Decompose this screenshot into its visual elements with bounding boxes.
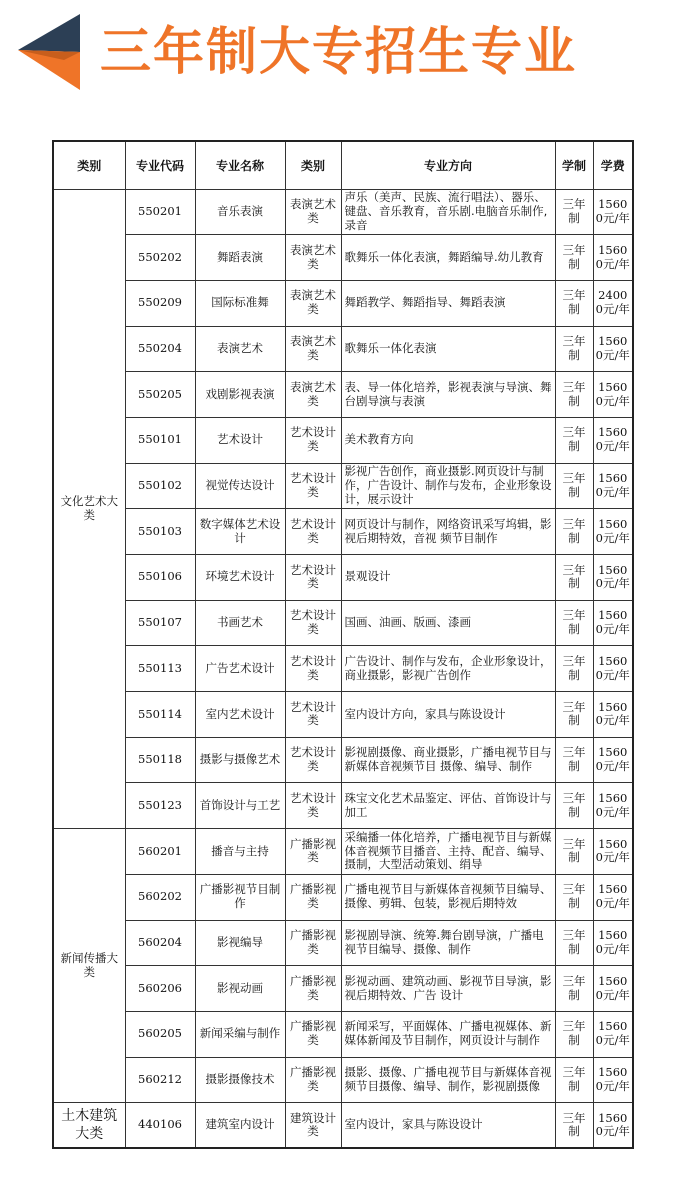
major-type-cell: 艺术设计类 (285, 646, 341, 692)
tuition-fee-cell: 15600元/年 (593, 692, 633, 738)
major-direction-cell: 网页设计与制作，网络资讯采写坞辑，影视后期特效，音视 频节目制作 (341, 509, 555, 555)
table-header-row (53, 141, 633, 189)
table-row (53, 417, 633, 463)
tuition-fee-cell: 15600元/年 (593, 509, 633, 555)
study-years-cell: 三年制 (555, 372, 593, 418)
major-name-cell: 室内艺术设计 (195, 692, 285, 738)
major-code-cell: 560205 (125, 1011, 195, 1057)
tuition-fee-cell: 15600元/年 (593, 600, 633, 646)
study-years-cell: 三年制 (555, 737, 593, 783)
study-years-cell: 三年制 (555, 417, 593, 463)
major-name-cell: 影视动画 (195, 966, 285, 1012)
tuition-fee-cell: 15600元/年 (593, 189, 633, 235)
major-type-cell: 表演艺术类 (285, 372, 341, 418)
major-code-cell: 550209 (125, 280, 195, 326)
major-type-cell: 艺术设计类 (285, 509, 341, 555)
header-category: 类别 (53, 141, 125, 189)
major-name-cell: 首饰设计与工艺 (195, 783, 285, 829)
tuition-fee-cell: 15600元/年 (593, 1103, 633, 1149)
header-direction: 专业方向 (341, 141, 555, 189)
major-code-cell: 550202 (125, 235, 195, 281)
table-row (53, 189, 633, 235)
major-direction-cell: 影视剧摄像、商业摄影，广播电视节目与新媒体音视频节目 摄像、编导、制作 (341, 737, 555, 783)
study-years-cell: 三年制 (555, 509, 593, 555)
page-header (0, 0, 680, 104)
major-name-cell: 环境艺术设计 (195, 555, 285, 601)
major-code-cell: 550103 (125, 509, 195, 555)
major-code-cell: 550106 (125, 555, 195, 601)
study-years-cell: 三年制 (555, 463, 593, 509)
table-row (53, 372, 633, 418)
major-direction-cell: 摄影、摄像、广播电视节目与新媒体音视频节目摄像、编导、制作，影视剧摄像 (341, 1057, 555, 1103)
major-type-cell: 艺术设计类 (285, 737, 341, 783)
tuition-fee-cell: 15600元/年 (593, 463, 633, 509)
table-row (53, 509, 633, 555)
major-name-cell: 音乐表演 (195, 189, 285, 235)
tuition-fee-cell: 15600元/年 (593, 874, 633, 920)
major-name-cell: 影视编导 (195, 920, 285, 966)
header-fee: 学费 (593, 141, 633, 189)
page-title: 三年制大专招生专业 (100, 23, 578, 82)
major-direction-cell: 室内设计，家具与陈设设计 (341, 1103, 555, 1149)
table-body (53, 189, 633, 1148)
major-name-cell: 摄影摄像技术 (195, 1057, 285, 1103)
study-years-cell: 三年制 (555, 1103, 593, 1149)
major-name-cell: 建筑室内设计 (195, 1103, 285, 1149)
major-direction-cell: 影视剧导演、统筹.舞台剧导演，广播电视节目编导、摄像、制作 (341, 920, 555, 966)
major-type-cell: 艺术设计类 (285, 555, 341, 601)
study-years-cell: 三年制 (555, 326, 593, 372)
header-type: 类别 (285, 141, 341, 189)
major-direction-cell: 广告设计、制作与发布，企业形象设计，商业摄影，影视广告创作 (341, 646, 555, 692)
major-code-cell: 550114 (125, 692, 195, 738)
major-direction-cell: 广播电视节目与新媒体音视频节目编导、摄像、剪辑、包装，影视后期特效 (341, 874, 555, 920)
major-name-cell: 新闻采编与制作 (195, 1011, 285, 1057)
study-years-cell: 三年制 (555, 966, 593, 1012)
table-row (53, 966, 633, 1012)
category-cell: 新闻传播大类 (53, 829, 125, 1103)
major-code-cell: 560202 (125, 874, 195, 920)
category-cell: 文化艺术大类 (53, 189, 125, 829)
major-type-cell: 表演艺术类 (285, 189, 341, 235)
major-name-cell: 视觉传达设计 (195, 463, 285, 509)
major-type-cell: 表演艺术类 (285, 235, 341, 281)
header-system: 学制 (555, 141, 593, 189)
major-name-cell: 广播影视节目制作 (195, 874, 285, 920)
table-row (53, 646, 633, 692)
major-code-cell: 550102 (125, 463, 195, 509)
major-name-cell: 播音与主持 (195, 829, 285, 875)
study-years-cell: 三年制 (555, 1057, 593, 1103)
major-direction-cell: 表、导一体化培养，影视表演与导演、舞台剧导演与表演 (341, 372, 555, 418)
table-row (53, 463, 633, 509)
table-row (53, 1011, 633, 1057)
major-name-cell: 戏剧影视表演 (195, 372, 285, 418)
table-row (53, 326, 633, 372)
major-code-cell: 560204 (125, 920, 195, 966)
study-years-cell: 三年制 (555, 235, 593, 281)
major-direction-cell: 国画、油画、版画、漆画 (341, 600, 555, 646)
category-cell: 土木建筑大类 (53, 1103, 125, 1149)
major-name-cell: 广告艺术设计 (195, 646, 285, 692)
header-name: 专业名称 (195, 141, 285, 189)
header-code: 专业代码 (125, 141, 195, 189)
major-code-cell: 560206 (125, 966, 195, 1012)
major-direction-cell: 景观设计 (341, 555, 555, 601)
major-type-cell: 广播影视类 (285, 966, 341, 1012)
tuition-fee-cell: 15600元/年 (593, 1011, 633, 1057)
major-direction-cell: 美术教育方向 (341, 417, 555, 463)
study-years-cell: 三年制 (555, 829, 593, 875)
tuition-fee-cell: 15600元/年 (593, 1057, 633, 1103)
major-direction-cell: 珠宝文化艺术品鉴定、评估、首饰设计与加工 (341, 783, 555, 829)
major-code-cell: 550123 (125, 783, 195, 829)
study-years-cell: 三年制 (555, 600, 593, 646)
table-row (53, 692, 633, 738)
major-code-cell: 550205 (125, 372, 195, 418)
major-code-cell: 440106 (125, 1103, 195, 1149)
table-row (53, 1057, 633, 1103)
tuition-fee-cell: 15600元/年 (593, 920, 633, 966)
cube-logo-icon (18, 14, 80, 90)
major-direction-cell: 室内设计方向，家具与陈设设计 (341, 692, 555, 738)
major-code-cell: 550113 (125, 646, 195, 692)
major-direction-cell: 影视广告创作，商业摄影.网页设计与制作，广告设计、制作与发布，企业形象设计，展示设计 (341, 463, 555, 509)
study-years-cell: 三年制 (555, 189, 593, 235)
major-direction-cell: 新闻采写，平面媒体、广播电视媒体、新媒体新闻及节目制作，网页设计与制作 (341, 1011, 555, 1057)
major-type-cell: 广播影视类 (285, 1011, 341, 1057)
major-name-cell: 国际标准舞 (195, 280, 285, 326)
tuition-fee-cell: 15600元/年 (593, 646, 633, 692)
tuition-fee-cell: 15600元/年 (593, 555, 633, 601)
major-type-cell: 广播影视类 (285, 1057, 341, 1103)
table-row (53, 783, 633, 829)
tuition-fee-cell: 15600元/年 (593, 417, 633, 463)
major-type-cell: 艺术设计类 (285, 783, 341, 829)
major-name-cell: 摄影与摄像艺术 (195, 737, 285, 783)
major-direction-cell: 声乐（美声、民族、流行唱法）、器乐、键盘、音乐教育，音乐剧.电脑音乐制作,录音 (341, 189, 555, 235)
table-row (53, 737, 633, 783)
major-name-cell: 舞蹈表演 (195, 235, 285, 281)
table-row (53, 235, 633, 281)
major-code-cell: 550118 (125, 737, 195, 783)
study-years-cell: 三年制 (555, 920, 593, 966)
major-type-cell: 建筑设计类 (285, 1103, 341, 1149)
major-direction-cell: 影视动画、建筑动画、影视节目导演，影视后期特效、广告 设计 (341, 966, 555, 1012)
major-direction-cell: 歌舞乐一体化表演 (341, 326, 555, 372)
tuition-fee-cell: 15600元/年 (593, 829, 633, 875)
tuition-fee-cell: 15600元/年 (593, 783, 633, 829)
major-direction-cell: 舞蹈教学、舞蹈指导、舞蹈表演 (341, 280, 555, 326)
table-row (53, 1103, 633, 1149)
majors-table-container (52, 140, 632, 1180)
major-type-cell: 广播影视类 (285, 829, 341, 875)
tuition-fee-cell: 15600元/年 (593, 966, 633, 1012)
major-code-cell: 560201 (125, 829, 195, 875)
major-type-cell: 艺术设计类 (285, 692, 341, 738)
major-type-cell: 广播影视类 (285, 920, 341, 966)
table-row (53, 920, 633, 966)
major-type-cell: 艺术设计类 (285, 600, 341, 646)
study-years-cell: 三年制 (555, 280, 593, 326)
table-row (53, 280, 633, 326)
table-row (53, 600, 633, 646)
major-name-cell: 数字媒体艺术设计 (195, 509, 285, 555)
tuition-fee-cell: 24000元/年 (593, 280, 633, 326)
tuition-fee-cell: 15600元/年 (593, 737, 633, 783)
major-type-cell: 广播影视类 (285, 874, 341, 920)
major-code-cell: 550101 (125, 417, 195, 463)
table-row (53, 874, 633, 920)
major-code-cell: 560212 (125, 1057, 195, 1103)
major-name-cell: 艺术设计 (195, 417, 285, 463)
major-type-cell: 艺术设计类 (285, 417, 341, 463)
study-years-cell: 三年制 (555, 555, 593, 601)
table-row (53, 829, 633, 875)
study-years-cell: 三年制 (555, 646, 593, 692)
majors-table (52, 140, 634, 1149)
major-code-cell: 550201 (125, 189, 195, 235)
major-type-cell: 表演艺术类 (285, 280, 341, 326)
major-direction-cell: 采编播一体化培养，广播电视节目与新媒体音视频节目播音、主持、配音、编导、摄制，大型活动策划、绢导 (341, 829, 555, 875)
tuition-fee-cell: 15600元/年 (593, 235, 633, 281)
study-years-cell: 三年制 (555, 874, 593, 920)
study-years-cell: 三年制 (555, 692, 593, 738)
tuition-fee-cell: 15600元/年 (593, 326, 633, 372)
table-row (53, 555, 633, 601)
major-code-cell: 550204 (125, 326, 195, 372)
study-years-cell: 三年制 (555, 1011, 593, 1057)
major-type-cell: 艺术设计类 (285, 463, 341, 509)
major-type-cell: 表演艺术类 (285, 326, 341, 372)
major-name-cell: 书画艺术 (195, 600, 285, 646)
major-code-cell: 550107 (125, 600, 195, 646)
study-years-cell: 三年制 (555, 783, 593, 829)
major-name-cell: 表演艺术 (195, 326, 285, 372)
major-direction-cell: 歌舞乐一体化表演，舞蹈编导.幼儿教育 (341, 235, 555, 281)
tuition-fee-cell: 15600元/年 (593, 372, 633, 418)
